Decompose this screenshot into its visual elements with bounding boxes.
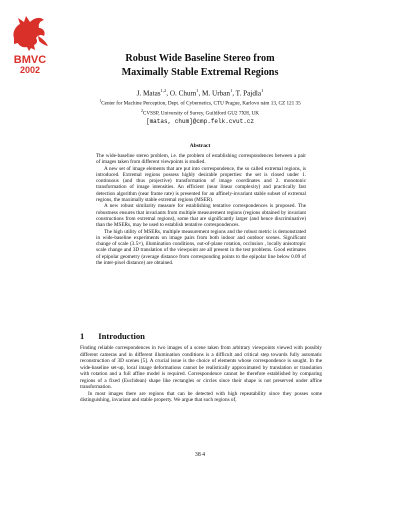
body-paragraph: Finding reliable correspondences in two images of a scene taken from arbitrary viewpoints viewed with possibly different cameras and in different illumination conditions is a difficult and critical step towards fully automatic reconstruction of 3D scenes [5]. A crucial issue is the choice of elements whose correspondence is sought. In the wide-baseline set-up, local image deformations cannot be realistically approximated by translation or translation with rotation and a full affine model is required. Correspondence cannot be therefore established by comparing regions of a fixed (Euclidean) shape like rectangles or circles since their shape is not preserved under affine transformation. xyxy=(80,345,322,390)
affil-sup: 1 xyxy=(99,99,102,103)
affiliations xyxy=(40,98,360,126)
abstract-paragraph: The wide-baseline stereo problem, i.e. the problem of establishing correspondences between a pair of images taken from different viewpoints is studied. xyxy=(96,153,306,166)
body-paragraph: In most images there are regions that can be detected with high repeatability since they posses some distinguishing, invariant and stable property. We argue that such regions of, xyxy=(80,390,322,403)
section-body xyxy=(80,345,322,404)
paper-title xyxy=(60,52,340,80)
author-pajdla: , T. Pajdla xyxy=(232,89,262,98)
title-line-2: Maximally Stable Extremal Regions xyxy=(121,67,279,78)
abstract-body xyxy=(96,153,306,266)
author-urban: , M. Urban xyxy=(198,89,230,98)
affiliation-1 xyxy=(40,98,360,108)
author-sup: 1,2 xyxy=(160,88,167,93)
section-number: 1 xyxy=(80,331,85,341)
abstract-paragraph: The high utility of MSERs, multiple measurement regions and the robust metric is demonstrated in wide-baseline experiments on image pairs from both indoor and outdoor scenes. Significant change of scale (3.5×), illumination conditions, out-of-plane rotation, occlusion , locally anisotropic scale change and 3D translation of the viewpoint are all present in the test problems. Good estimates of epipolar geometry (average distance from corresponding points to the epipolar line below 0.09 of the inter-pixel distance) are obtained. xyxy=(96,228,306,267)
section-heading xyxy=(80,331,159,341)
author-emails: [matas, chum]@cmp.felk.cvut.cz xyxy=(145,118,255,126)
author-sup: 1 xyxy=(229,88,233,93)
affil-text: Center for Machine Perception, Dept. of Cybernetics, CTU Prague, Karlovo nám 13, CZ 121 35 xyxy=(101,100,301,107)
author-sup: 1 xyxy=(196,88,199,93)
author-sup: 1 xyxy=(261,88,264,93)
affil-sup: 2 xyxy=(141,109,143,114)
abstract-paragraph: A new robust similarity measure for establishing tentative correspondences is proposed. The robustness ensures that invariants from multiple measurement regions (regions obtained by invariant constructions from extremal regions), some that are significantly larger (and hence discriminative) than the MSERs, may be used to establish tentative correspondences. xyxy=(96,203,306,229)
logo-text: BMVC xyxy=(13,54,47,66)
author-matas: J. Matas xyxy=(136,89,161,98)
bmvc-logo xyxy=(8,8,52,76)
author-list xyxy=(60,86,340,98)
author-chum: , O. Chum xyxy=(166,89,197,98)
affiliation-2 xyxy=(40,108,360,118)
affil-text: CVSSP, University of Surrey, Guildford GU2 7XH, UK xyxy=(142,110,259,117)
title-line-1: Robust Wide Baseline Stereo from xyxy=(125,53,275,64)
abstract-heading: Abstract xyxy=(189,143,211,149)
page-number: 38 4 xyxy=(194,452,206,458)
logo-year: 2002 xyxy=(19,65,41,75)
abstract-paragraph: A new set of image elements that are put into correspondence, the so called extremal regions, is introduced. Extremal regions possess highly desirable properties: the set is closed under 1. continuous (and thus projective) transformation of image coordinates and 2. monotonic transformation of image intensities. An efficient (near linear complexity) and practically fast detection algorithm (near frame rate) is presented for an affinely-invariant stable subset of extremal regions, the maximally stable extremal regions (MSER). xyxy=(96,165,306,204)
dragon-icon xyxy=(13,16,44,51)
section-title: Introduction xyxy=(98,331,145,341)
